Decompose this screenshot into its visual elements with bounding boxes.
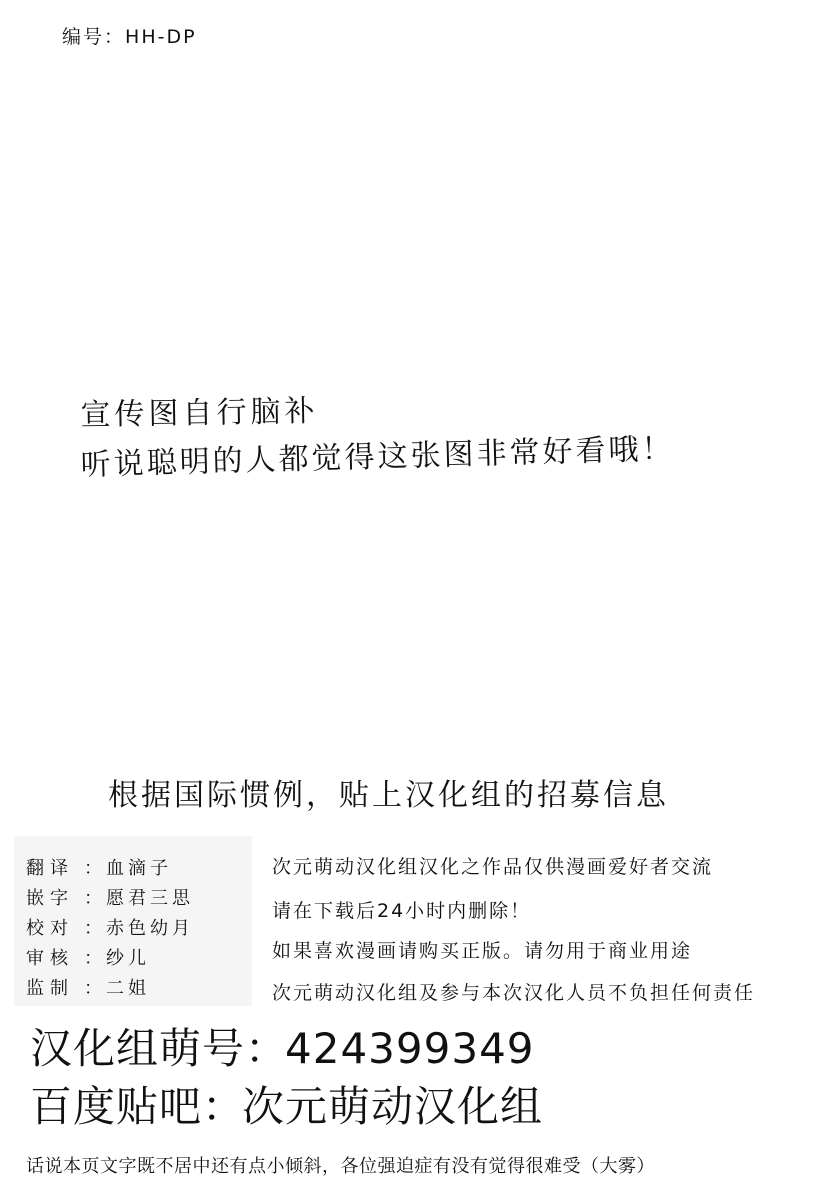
footnote: 话说本页文字既不居中还有点小倾斜，各位强迫症有没有觉得很难受（大雾） xyxy=(26,1156,655,1177)
contact-separator: ： xyxy=(245,1024,289,1073)
contact-value: 次元萌动汉化组 xyxy=(242,1082,544,1131)
staff-role: 嵌字 xyxy=(26,888,74,909)
disclaimer-line: 如果喜欢漫画请购买正版。请勿用于商业用途 xyxy=(272,940,693,962)
staff-name: 赤色幼月 xyxy=(106,918,194,939)
contact-qq-group xyxy=(30,1016,535,1076)
page-code-label: 编号 xyxy=(62,26,105,48)
staff-name: 愿君三思 xyxy=(106,888,194,909)
staff-row-proofreading xyxy=(26,914,194,940)
contact-label: 汉化组萌号 xyxy=(30,1024,246,1073)
staff-row-supervision xyxy=(26,974,150,1000)
staff-name: 血滴子 xyxy=(106,858,172,879)
staff-separator: ： xyxy=(84,888,105,909)
page-code-value: HH-DP xyxy=(125,26,197,48)
contact-baidu-tieba xyxy=(30,1074,543,1134)
staff-name: 二姐 xyxy=(106,978,150,999)
staff-role: 校对 xyxy=(26,918,74,939)
staff-name: 纱儿 xyxy=(106,948,150,969)
staff-role: 监制 xyxy=(26,978,74,999)
contact-value: 424399349 xyxy=(285,1024,535,1073)
disclaimer-line: 次元萌动汉化组汉化之作品仅供漫画爱好者交流 xyxy=(272,856,714,878)
disclaimer-line: 请在下载后24小时内删除！ xyxy=(272,900,532,922)
staff-role: 审核 xyxy=(26,948,74,969)
staff-separator: ： xyxy=(84,918,105,939)
staff-separator: ： xyxy=(84,858,105,879)
staff-separator: ： xyxy=(84,978,105,999)
staff-row-translation xyxy=(26,854,172,880)
notice-heading: 根据国际惯例，贴上汉化组的招募信息 xyxy=(108,778,669,813)
promo-line-1: 宣传图自行脑补 xyxy=(80,393,319,433)
staff-credits xyxy=(14,836,252,1006)
page-code-separator: ： xyxy=(104,26,126,48)
staff-separator: ： xyxy=(84,948,105,969)
staff-role: 翻译 xyxy=(26,858,74,879)
page-code xyxy=(62,22,197,49)
disclaimer-line: 次元萌动汉化组及参与本次汉化人员不负担任何责任 xyxy=(272,982,756,1004)
staff-row-typesetting xyxy=(26,884,194,910)
contact-label: 百度贴吧 xyxy=(30,1082,203,1131)
staff-row-review xyxy=(26,944,150,970)
promo-line-2: 听说聪明的人都觉得这张图非常好看哦！ xyxy=(80,431,675,483)
contact-separator: ： xyxy=(202,1082,246,1131)
